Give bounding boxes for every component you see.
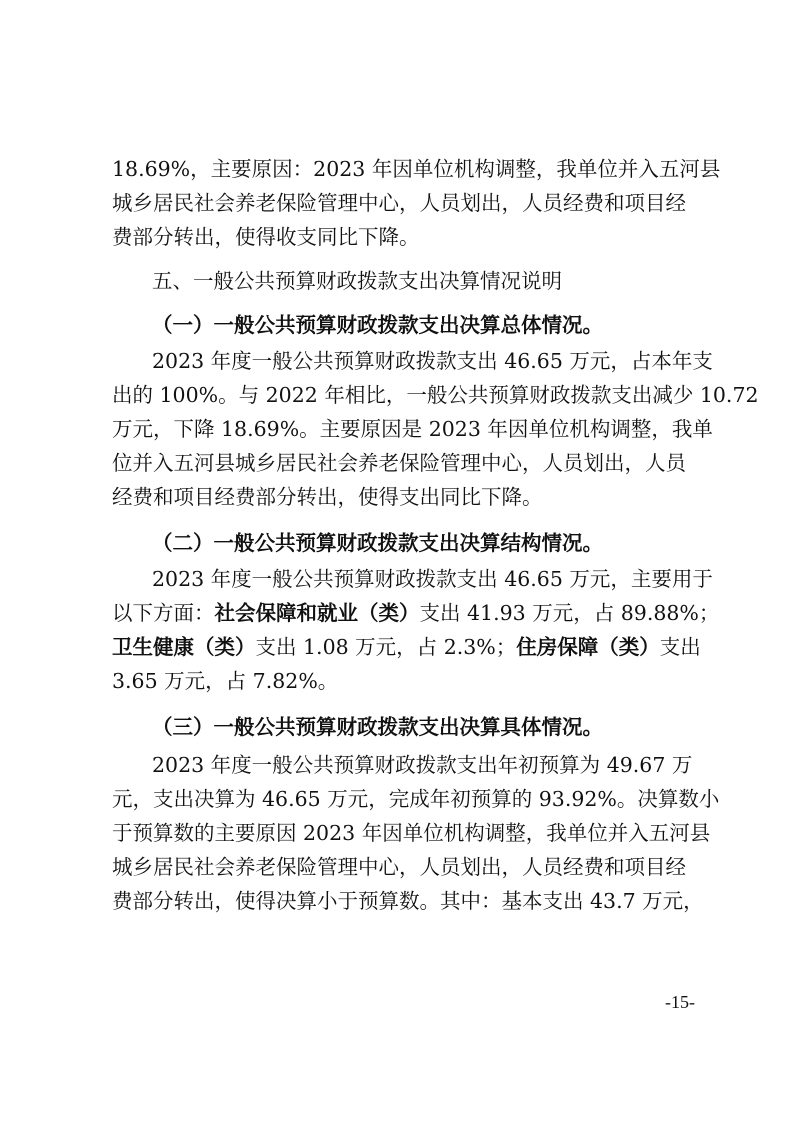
subsection-heading: （一）一般公共预算财政拨款支出决算总体情况。 [152, 313, 603, 337]
text-line: 元，支出决算为 46.65 万元，完成年初预算的 93.92%。决算数小 [112, 787, 720, 811]
text-line: 18.69%，主要原因：2023 年因单位机构调整，我单位并入五河县 [112, 157, 721, 181]
text-line: 费部分转出，使得决算小于预算数。其中：基本支出 43.7 万元， [112, 889, 704, 913]
text-line: 3.65 万元，占 7.82%。 [112, 669, 339, 693]
category-bold: 住房保障（类） [516, 635, 660, 659]
text-line: 城乡居民社会养老保险管理中心，人员划出，人员经费和项目经 [112, 855, 686, 879]
text-span: 以下方面： [112, 601, 215, 625]
category-bold: 卫生健康（类） [112, 635, 256, 659]
page-number: -15- [665, 992, 695, 1012]
text-line: 2023 年度一般公共预算财政拨款支出 46.65 万元，主要用于 [152, 567, 713, 591]
text-line: 万元，下降 18.69%。主要原因是 2023 年因单位机构调整，我单 [112, 417, 713, 441]
text-line: 城乡居民社会养老保险管理中心，人员划出，人员经费和项目经 [112, 191, 686, 215]
text-line: 费部分转出，使得收支同比下降。 [112, 225, 420, 249]
text-span: 支出 [659, 635, 701, 659]
text-line-mixed [112, 596, 720, 630]
text-span: 支出 1.08 万元，占 2.3%； [255, 635, 517, 659]
text-line: 出的 100%。与 2022 年相比，一般公共预算财政拨款支出减少 10.72 [112, 383, 759, 407]
text-line: 2023 年度一般公共预算财政拨款支出年初预算为 49.67 万 [152, 753, 693, 777]
text-line: 经费和项目经费部分转出，使得支出同比下降。 [112, 485, 543, 509]
text-span: 支出 41.93 万元，占 89.88%； [419, 601, 720, 625]
text-line: 位并入五河县城乡居民社会养老保险管理中心，人员划出，人员 [112, 451, 686, 475]
category-bold: 社会保障和就业（类） [214, 601, 420, 625]
text-line: 于预算数的主要原因 2023 年因单位机构调整，我单位并入五河县 [112, 821, 711, 845]
section-heading: 五、一般公共预算财政拨款支出决算情况说明 [152, 269, 562, 293]
subsection-heading: （三）一般公共预算财政拨款支出决算具体情况。 [152, 715, 603, 739]
text-line: 2023 年度一般公共预算财政拨款支出 46.65 万元，占本年支 [152, 349, 713, 373]
text-line-mixed [112, 630, 701, 664]
subsection-heading: （二）一般公共预算财政拨款支出决算结构情况。 [152, 531, 603, 555]
